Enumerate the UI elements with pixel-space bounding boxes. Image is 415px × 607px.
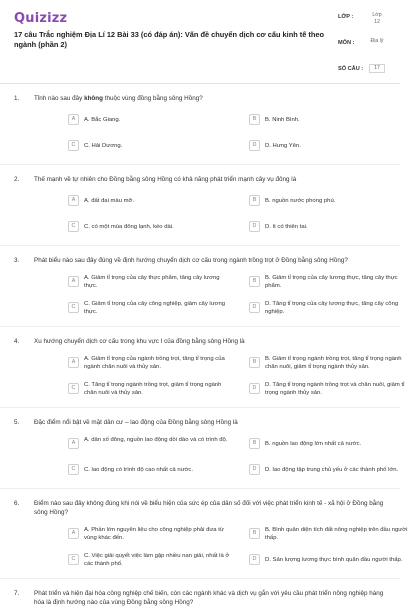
question-number: 2. — [14, 176, 20, 183]
question-7 — [0, 589, 400, 607]
answer-options — [0, 193, 400, 239]
question-text — [0, 175, 400, 184]
option-text: B. nguồn nước phong phú. — [265, 198, 336, 204]
subject-label: MÔN : — [338, 40, 355, 46]
divider — [0, 488, 400, 489]
question-number: 7. — [14, 590, 20, 597]
option-letter: D — [249, 221, 260, 232]
question-text-part: Đặc điểm nổi bật về mặt dân cư – lao động của Đồng bằng sông Hồng là — [34, 419, 238, 426]
option-text: B. Giảm tỉ trọng của cây lương thực, tăng cây thực phẩm. — [265, 275, 398, 289]
option-letter: C — [68, 383, 79, 394]
option-text: A. dân số đông, nguồn lao động dồi dào và có trình độ. — [84, 437, 228, 443]
option-text: D. Tăng tỉ trọng của cây lương thực, tăng cây công nghiệp. — [265, 301, 399, 315]
option-letter: D — [249, 464, 260, 475]
question-text-part: Xu hướng chuyển dịch cơ cấu trong khu vực I của đồng bằng sông Hồng là — [34, 338, 245, 345]
question-number: 3. — [14, 257, 20, 264]
page-title: 17 câu Trắc nghiệm Địa Lí 12 Bài 33 (có đáp án): Vấn đề chuyển dịch cơ cấu kinh tế theo ngành (phần 2) — [14, 30, 324, 49]
subject-value: Địa lý — [370, 38, 384, 44]
question-text — [0, 256, 400, 265]
option-text: D. Hưng Yên. — [265, 143, 301, 149]
option-letter: B — [249, 114, 260, 125]
question-number: 1. — [14, 95, 20, 102]
option-letter: A — [68, 528, 79, 539]
answer-options — [0, 112, 400, 158]
option-letter: C — [68, 140, 79, 151]
option-text: D. ít có thiên tai. — [265, 224, 308, 230]
question-6 — [0, 499, 408, 579]
question-text-part: Tỉnh nào sau đây — [34, 95, 85, 102]
option-letter: B — [249, 528, 260, 539]
option-text: C. Tăng tỉ trọng ngành trồng trọt, giảm tỉ trọng ngành chăn nuôi và thủy sản. — [84, 382, 222, 396]
question-number: 4. — [14, 338, 20, 345]
divider — [0, 164, 400, 165]
option-text: A. Phần lớn nguyên liệu cho công nghiệp phải đưa từ vùng khác đến. — [84, 527, 224, 541]
question-1 — [0, 94, 400, 165]
option-letter: B — [249, 276, 260, 287]
option-text: B. nguồn lao động lớn nhất cả nước. — [265, 441, 362, 447]
option-text: A. đất đai màu mỡ. — [84, 198, 135, 204]
option-text: C. Việc giải quyết việc làm gặp nhiều nan giải, nhất là ở các thành phố. — [84, 553, 230, 567]
option-text: D. lao động tập trung chủ yếu ở các thành phố lớn. — [265, 467, 399, 473]
question-list — [0, 94, 408, 607]
option-letter: A — [68, 114, 79, 125]
option-text: A. Bắc Giang. — [84, 117, 121, 123]
option-letter: C — [68, 221, 79, 232]
question-number: 6. — [14, 500, 20, 507]
question-count-row — [338, 64, 392, 84]
option-text: C. lao động có trình độ cao nhất cả nước. — [84, 467, 193, 473]
grade-row — [338, 12, 392, 38]
question-text-part: Phát triển và hiện đại hóa công nghiệp chế biến, còn các ngành khác và dịch vụ gắn với yêu cầu phát triển nông nghiệp hàng hóa là định hướng nào của vùng Đồng bằng sông Hồng? — [34, 590, 384, 606]
question-text — [0, 94, 400, 103]
option-letter: A — [68, 438, 79, 449]
quizizz-logo[interactable]: Quizizz — [14, 11, 68, 26]
divider — [0, 326, 400, 327]
option-text: B. Giảm tỉ trọng ngành trồng trọt, tăng tỉ trọng ngành chăn nuôi, giảm tỉ trọng ngành thủy sản. — [265, 356, 402, 370]
option-letter: D — [249, 140, 260, 151]
option-text: B. Ninh Bình. — [265, 117, 300, 123]
question-count-value: 17 — [369, 64, 385, 73]
option-letter: D — [249, 383, 260, 394]
question-text-part: Phát biểu nào sau đây đúng về định hướng chuyển dịch cơ cấu trong ngành trồng trọt ở Đồng bằng sông Hồng? — [34, 257, 348, 264]
question-text-part: Điểm nào sau đây không đúng khi nói về biểu hiện của sức ép của dân số đối với việc phát triển kinh tế - xã hội ở Đồng bằng sông Hồng? — [34, 500, 384, 516]
divider — [0, 407, 400, 408]
option-letter: D — [249, 302, 260, 313]
option-letter: B — [249, 357, 260, 368]
question-count-label: SỐ CÂU : — [338, 66, 364, 72]
question-text — [0, 499, 400, 517]
divider — [0, 578, 400, 579]
question-5 — [0, 418, 400, 489]
option-text: B. Bình quân diện tích đất nông nghiệp trên đầu người thấp. — [265, 527, 408, 541]
option-letter: C — [68, 554, 79, 565]
question-4 — [0, 337, 405, 408]
header — [0, 0, 400, 84]
option-letter: A — [68, 276, 79, 287]
answer-options — [0, 526, 408, 572]
grade-value: Lớp 12 — [372, 12, 382, 25]
option-letter: C — [68, 464, 79, 475]
option-text: C. có một mùa đông lạnh, kéo dài. — [84, 224, 174, 230]
option-text: C. Giảm tỉ trọng của cây công nghiệp, giảm cây lương thực. — [84, 301, 226, 315]
question-text — [0, 337, 400, 346]
subject-row — [338, 38, 392, 64]
option-letter: D — [249, 554, 260, 565]
grade-label: LỚP : — [338, 14, 354, 20]
option-text: A. Giảm tỉ trọng của ngành trồng trọt, tăng tỉ trọng của ngành chăn nuôi và thủy sản. — [84, 356, 225, 370]
option-text: A. Giảm tỉ trọng của cây thực phẩm, tăng cây lương thực. — [84, 275, 220, 289]
question-number: 5. — [14, 419, 20, 426]
option-letter: B — [249, 195, 260, 206]
option-letter: A — [68, 357, 79, 368]
option-letter: B — [249, 438, 260, 449]
divider — [0, 245, 400, 246]
answer-options — [0, 274, 400, 320]
question-text-part: Thế mạnh về tự nhiên cho Đồng bằng sông Hồng có khả năng phát triển mạnh cây vụ đông là — [34, 176, 297, 183]
answer-options — [0, 355, 405, 401]
question-text — [0, 589, 400, 607]
info-panel — [338, 12, 392, 84]
option-text: D. Tăng tỉ trọng ngành trồng trọt và chăn nuôi, giảm tỉ trọng ngành thủy sản. — [265, 382, 405, 396]
question-text — [0, 418, 400, 427]
answer-options — [0, 436, 400, 482]
question-3 — [0, 256, 400, 327]
question-2 — [0, 175, 400, 246]
question-text-emphasis: không — [84, 95, 103, 102]
option-letter: C — [68, 302, 79, 313]
option-letter: A — [68, 195, 79, 206]
option-text: C. Hải Dương. — [84, 143, 123, 149]
question-text-part: thuộc vùng đồng bằng sông Hồng? — [102, 95, 203, 102]
option-text: D. Sản lượng lương thực bình quân đầu người thấp. — [265, 557, 403, 563]
